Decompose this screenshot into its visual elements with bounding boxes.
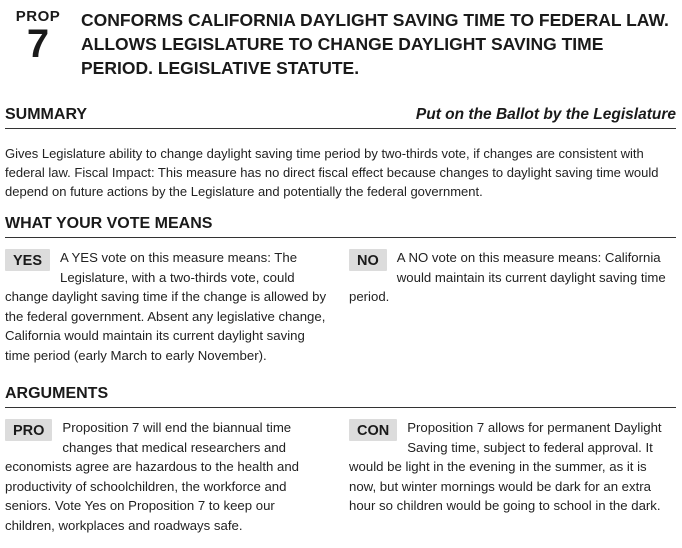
pro-badge: PRO (5, 419, 52, 441)
prop-number: 7 (26, 22, 50, 66)
yes-text: A YES vote on this measure means: The Legislature, with a two-thirds vote, could change daylight saving time if the change is allowed by the federal government. Absent any legislative change, California would maintain its current daylight saving time period (early March to early November). (5, 250, 327, 363)
con-text: Proposition 7 allows for permanent Daylight Saving time, subject to federal approval. It would be light in the evening in the summer, as it is now, but winter mornings would be dark for an extra hour so children would be going to school in the dark. (349, 420, 662, 513)
vote-means-heading: WHAT YOUR VOTE MEANS (5, 215, 213, 232)
pro-text: Proposition 7 will end the biannual time changes that medical researchers and economists agree are hazardous to the health and productivity of schoolchildren, the workforce and seniors. Vote Yes on Proposition 7 to keep our children, workplaces and roadways safe. (5, 420, 299, 533)
summary-heading: SUMMARY (5, 106, 88, 123)
no-badge: NO (349, 249, 387, 271)
yes-badge: YES (5, 249, 50, 271)
prop-label: PROP (15, 8, 61, 25)
arguments-heading: ARGUMENTS (5, 385, 109, 402)
arguments-header (5, 383, 676, 408)
summary-text: Gives Legislature ability to change daylight saving time period by two-thirds vote, if changes are consistent with federal law. Fiscal Impact: This measure has no direct fiscal effect because changes to daylight saving time would depend on future actions by the Legislature and potentially the federal government. (5, 146, 659, 199)
summary-header (5, 104, 676, 129)
con-column (349, 418, 677, 516)
con-badge: CON (349, 419, 397, 441)
ballot-source: Put on the Ballot by the Legislature (415, 106, 676, 123)
prop-title: CONFORMS CALIFORNIA DAYLIGHT SAVING TIME TO FEDERAL LAW. ALLOWS LEGISLATURE TO CHANGE DAYLIGHT SAVING TIME PERIOD. LEGISLATIVE STATUTE. (81, 10, 669, 78)
prop-label-box (12, 8, 64, 66)
pro-column (5, 418, 328, 535)
no-text: A NO vote on this measure means: California would maintain its current daylight saving time period. (349, 250, 666, 304)
vote-means-header (5, 213, 676, 238)
no-column (349, 248, 675, 307)
yes-column (5, 248, 328, 365)
